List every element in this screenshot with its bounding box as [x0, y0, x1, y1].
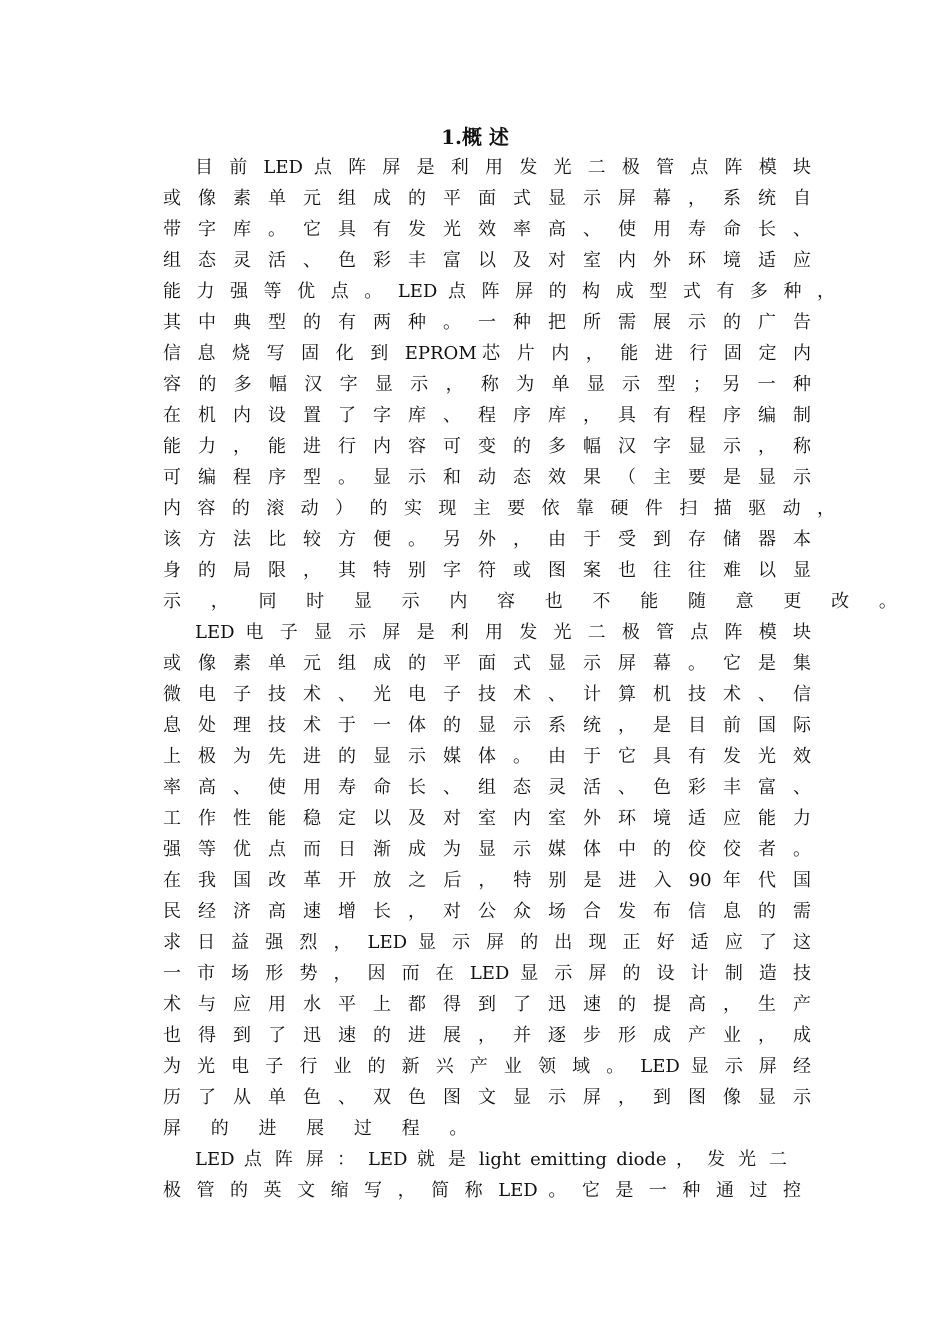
- text-line: 民 经 济 高 速 增 长 ， 对 公 众 场 合 发 布 信 息 的 需: [163, 901, 811, 922]
- text-line: 微 电 子 技 术 、 光 电 子 技 术 、 计 算 机 技 术 、 信: [163, 684, 811, 705]
- text-line: 示 ， 同 时 显 示 内 容 也 不 能 随 意 更 改 。: [163, 591, 909, 612]
- section-title: 1.概 述: [441, 125, 509, 149]
- text-line: 身 的 局 限 ， 其 特 别 字 符 或 图 案 也 往 往 难 以 显: [163, 560, 811, 581]
- text-line: 一 市 场 形 势 ， 因 而 在 LED 显 示 屏 的 设 计 制 造 技: [163, 963, 811, 984]
- text-line: 目 前 LED 点 阵 屏 是 利 用 发 光 二 极 管 点 阵 模 块: [195, 157, 811, 178]
- text-line: 在 机 内 设 置 了 字 库 、 程 序 库 ， 具 有 程 序 编 制: [163, 405, 811, 426]
- text-line: 或 像 素 单 元 组 成 的 平 面 式 显 示 屏 幕 。 它 是 集: [163, 653, 811, 674]
- text-line: 内 容 的 滚 动 ） 的 实 现 主 要 依 靠 硬 件 扫 描 驱 动 ，: [163, 498, 835, 519]
- text-line: 带 字 库 。 它 具 有 发 光 效 率 高 、 使 用 寿 命 长 、: [163, 219, 811, 240]
- text-line: LED 电 子 显 示 屏 是 利 用 发 光 二 极 管 点 阵 模 块: [195, 622, 811, 643]
- text-line: 信 息 烧 写 固 化 到 EPROM芯 片 内 ， 能 进 行 固 定 内: [163, 343, 811, 364]
- text-line: 上 极 为 先 进 的 显 示 媒 体 。 由 于 它 具 有 发 光 效: [163, 746, 811, 767]
- text-line: 息 处 理 技 术 于 一 体 的 显 示 系 统 ， 是 目 前 国 际: [163, 715, 811, 736]
- text-line: 历 了 从 单 色 、 双 色 图 文 显 示 屏 ， 到 图 像 显 示: [163, 1087, 811, 1108]
- text-line: 为 光 电 子 行 业 的 新 兴 产 业 领 域 。 LED 显 示 屏 经: [163, 1056, 811, 1077]
- text-line: 组 态 灵 活 、 色 彩 丰 富 以 及 对 室 内 外 环 境 适 应: [163, 250, 811, 271]
- document-body: [163, 152, 909, 1206]
- text-line: 容 的 多 幅 汉 字 显 示 ， 称 为 单 显 示 型 ； 另 一 种: [163, 374, 811, 395]
- text-line: 该 方 法 比 较 方 便 。 另 外 ， 由 于 受 到 存 储 器 本: [163, 529, 811, 550]
- text-line: 也 得 到 了 迅 速 的 进 展 ， 并 逐 步 形 成 产 业 ， 成: [163, 1025, 811, 1046]
- text-line: 其 中 典 型 的 有 两 种 。 一 种 把 所 需 展 示 的 广 告: [163, 312, 811, 333]
- text-line: 求 日 益 强 烈 ， LED 显 示 屏 的 出 现 正 好 适 应 了 这: [163, 932, 811, 953]
- text-line: 强 等 优 点 而 日 渐 成 为 显 示 媒 体 中 的 佼 佼 者 。: [163, 839, 811, 860]
- text-line: 屏 的 进 展 过 程 。: [163, 1118, 480, 1139]
- text-line: 率 高 、 使 用 寿 命 长 、 组 态 灵 活 、 色 彩 丰 富 、: [163, 777, 811, 798]
- text-line: 在 我 国 改 革 开 放 之 后 ， 特 别 是 进 入 90 年 代 国: [163, 870, 811, 891]
- text-line: 极 管 的 英 文 缩 写 ， 简 称 LED 。 它 是 一 种 通 过 控: [163, 1180, 801, 1201]
- text-line: 术 与 应 用 水 平 上 都 得 到 了 迅 速 的 提 高 ， 生 产: [163, 994, 811, 1015]
- text-line: 或 像 素 单 元 组 成 的 平 面 式 显 示 屏 幕 ， 系 统 自: [163, 188, 811, 209]
- text-line: LED 点 阵 屏 ： LED 就 是 light emitting diode ， 发 光 二: [195, 1149, 787, 1170]
- text-line: 工 作 性 能 稳 定 以 及 对 室 内 室 外 环 境 适 应 能 力: [163, 808, 811, 829]
- text-line: 可 编 程 序 型 。 显 示 和 动 态 效 果 （ 主 要 是 显 示: [163, 467, 811, 488]
- text-line: 能 力 ， 能 进 行 内 容 可 变 的 多 幅 汉 字 显 示 ， 称: [163, 436, 811, 457]
- text-line: 能 力 强 等 优 点 。 LED 点 阵 屏 的 构 成 型 式 有 多 种 ，: [163, 281, 836, 302]
